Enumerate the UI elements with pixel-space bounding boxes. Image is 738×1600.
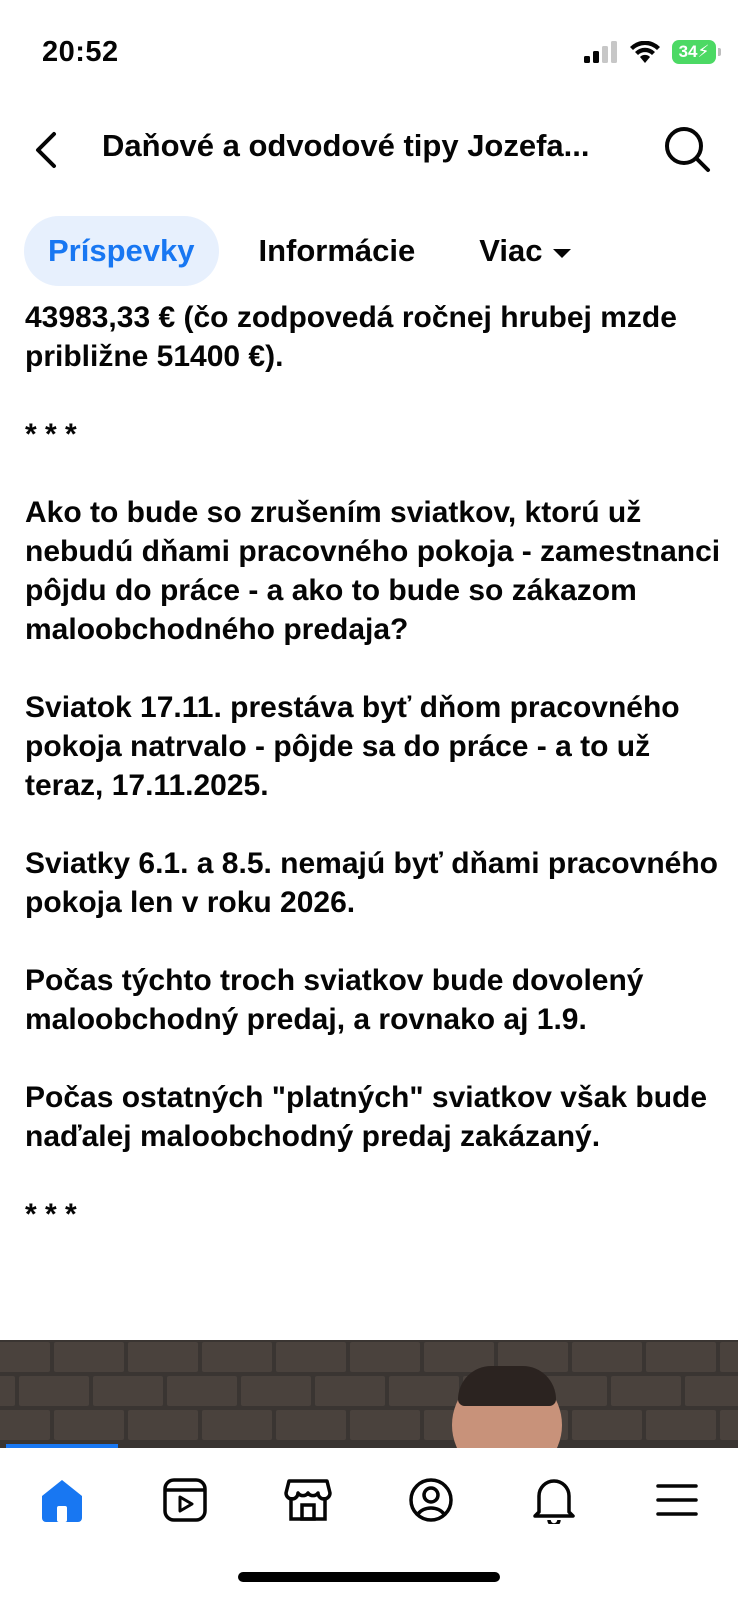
- post-separator: * * *: [25, 1198, 77, 1231]
- post-separator: * * *: [25, 418, 77, 451]
- status-time: 20:52: [42, 36, 119, 68]
- page-tabs: [24, 216, 595, 286]
- bottom-nav: [0, 1448, 738, 1552]
- person-hair: [458, 1366, 556, 1406]
- battery-charging-icon: 34 ⚡: [672, 40, 716, 64]
- nav-marketplace[interactable]: [273, 1465, 343, 1535]
- tab-posts[interactable]: Príspevky: [24, 216, 219, 286]
- battery-level: 34: [678, 42, 698, 61]
- nav-profile[interactable]: [396, 1465, 466, 1535]
- tab-more[interactable]: [455, 216, 594, 286]
- post-paragraph: 43983,33 € (čo zodpovedá ročnej hrubej mzde približne 51400 €).: [25, 301, 677, 373]
- home-icon: [38, 1476, 86, 1524]
- menu-icon: [655, 1480, 699, 1520]
- profile-icon: [407, 1476, 455, 1524]
- signal-icon: [584, 41, 618, 63]
- marketplace-icon: [284, 1477, 332, 1523]
- tab-about[interactable]: Informácie: [258, 233, 416, 268]
- nav-video[interactable]: [150, 1465, 220, 1535]
- home-indicator[interactable]: [238, 1572, 500, 1582]
- tab-more-label: Viac: [479, 233, 543, 268]
- post-paragraph: Ako to bude so zrušením sviatkov, ktorú už nebudú dňami pracovného pokoja - zamestnanci pôjdu do práce - a ako to bude so zákazom maloobchodného predaja?: [25, 496, 721, 646]
- bell-icon: [531, 1476, 577, 1524]
- page-header: [0, 112, 738, 188]
- back-icon: [24, 124, 72, 176]
- post-paragraph: Počas týchto troch sviatkov bude dovolený maloobchodný predaj, a rovnako aj 1.9.: [25, 964, 644, 1036]
- wifi-icon: [630, 41, 660, 63]
- search-icon: [660, 122, 716, 178]
- status-bar: [0, 0, 738, 100]
- video-icon: [162, 1477, 208, 1523]
- nav-home[interactable]: [27, 1465, 97, 1535]
- status-icons: [584, 40, 716, 64]
- search-button[interactable]: [660, 122, 716, 178]
- page-title: Daňové a odvodové tipy Jozefa...: [102, 128, 590, 163]
- nav-notifications[interactable]: [519, 1465, 589, 1535]
- post-paragraph: Sviatok 17.11. prestáva byť dňom pracovného pokoja natrvalo - pôjde sa do práce - a to už teraz, 17.11.2025.: [25, 691, 680, 802]
- post-paragraph: Počas ostatných "platných" sviatkov však bude naďalej maloobchodný predaj zakázaný.: [25, 1081, 708, 1153]
- chevron-down-icon: [553, 249, 571, 258]
- post-paragraph: Sviatky 6.1. a 8.5. nemajú byť dňami pracovného pokoja len v roku 2026.: [25, 847, 718, 919]
- post-text: [25, 298, 725, 1234]
- post-image[interactable]: [0, 1340, 738, 1448]
- back-button[interactable]: [24, 124, 72, 176]
- nav-menu[interactable]: [642, 1465, 712, 1535]
